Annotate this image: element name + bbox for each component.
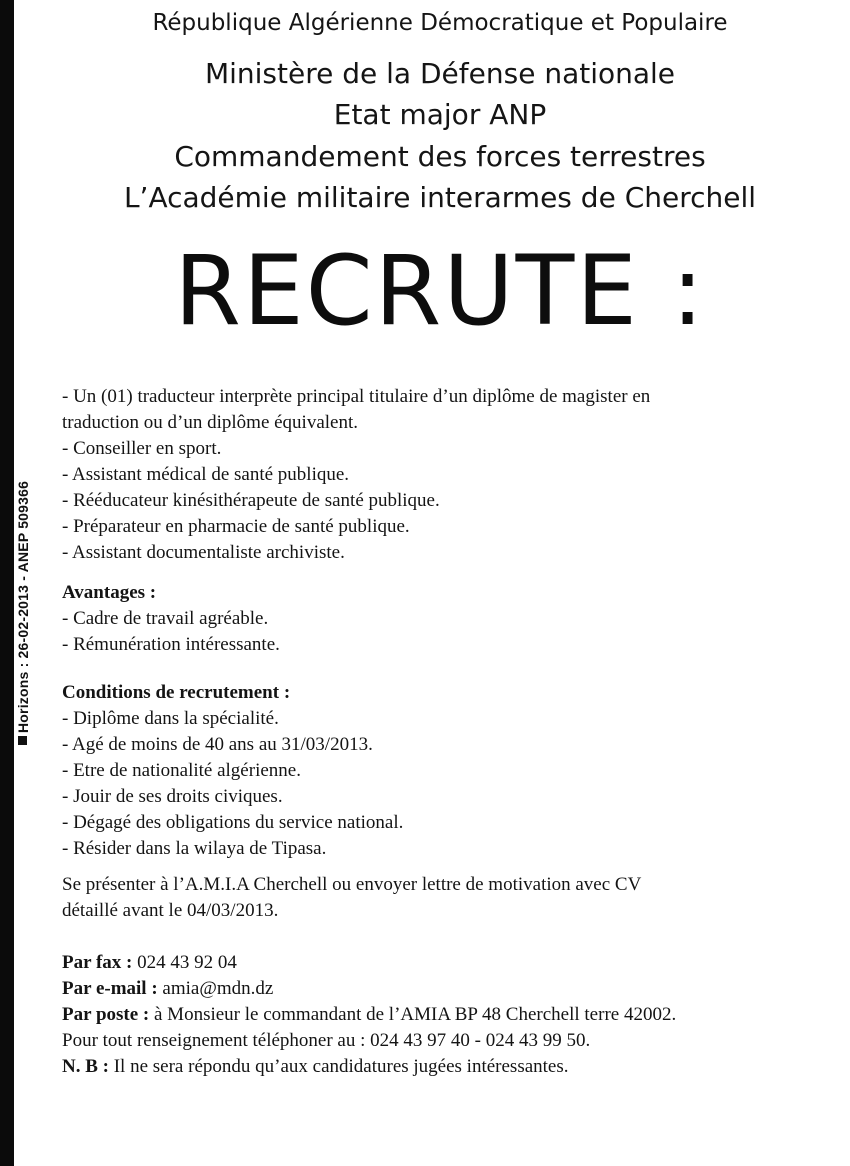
list-item: - Conseiller en sport. (62, 438, 222, 459)
email-label: Par e-mail : (62, 978, 158, 999)
phone-line: Pour tout renseignement téléphoner au : 024 43 97 40 - 024 43 99 50. (62, 1030, 591, 1051)
fax-line (62, 950, 832, 976)
list-item: traduction ou d’un diplôme équivalent. (62, 412, 359, 433)
email-value: amia@mdn.dz (162, 978, 274, 999)
instruction-line: détaillé avant le 04/03/2013. (62, 900, 279, 921)
post-value: à Monsieur le commandant de l’AMIA BP 48 Cherchell terre 42002. (154, 1004, 677, 1025)
list-item: - Cadre de travail agréable. (62, 608, 269, 629)
list-item: - Préparateur en pharmacie de santé publique. (62, 516, 410, 537)
post-line (62, 1002, 832, 1028)
list-item: - Dégagé des obligations du service national. (62, 812, 404, 833)
header-academy: L’Académie militaire interarmes de Cherchell (123, 181, 757, 214)
email-line (62, 976, 832, 1002)
instruction-line: Se présenter à l’A.M.I.A Cherchell ou envoyer lettre de motivation avec CV (62, 874, 642, 895)
publication-stamp-text: Horizons : 26-02-2013 - ANEP 509366 (15, 480, 31, 733)
nb-label: N. B : (62, 1056, 109, 1077)
advantages-heading: Avantages : (62, 582, 157, 603)
page-title: RECRUTE : (174, 235, 706, 347)
post-label: Par poste : (62, 1004, 150, 1025)
fax-label: Par fax : (62, 952, 133, 973)
header-republic: République Algérienne Démocratique et Populaire (152, 10, 728, 36)
left-margin-bar (0, 0, 14, 1166)
list-item: - Un (01) traducteur interprète principal titulaire d’un diplôme de magister en (62, 386, 651, 407)
list-item: - Diplôme dans la spécialité. (62, 708, 279, 729)
square-bullet-icon (18, 736, 27, 745)
advantages-section (62, 580, 832, 658)
list-item: - Rééducateur kinésithérapeute de santé publique. (62, 490, 440, 511)
nb-line (62, 1054, 832, 1080)
publication-stamp (15, 481, 31, 745)
list-item: - Agé de moins de 40 ans au 31/03/2013. (62, 734, 373, 755)
contact-section (62, 950, 832, 1080)
conditions-section (62, 680, 832, 862)
application-instructions (62, 872, 832, 924)
list-item: - Assistant médical de santé publique. (62, 464, 350, 485)
list-item: - Assistant documentaliste archiviste. (62, 542, 345, 563)
header-etat-major: Etat major ANP (333, 98, 547, 131)
list-item: - Rémunération intéressante. (62, 634, 280, 655)
list-item: - Jouir de ses droits civiques. (62, 786, 283, 807)
list-item: - Etre de nationalité algérienne. (62, 760, 301, 781)
nb-text: Il ne sera répondu qu’aux candidatures jugées intéressantes. (113, 1056, 569, 1077)
fax-value: 024 43 92 04 (137, 952, 237, 973)
header-command: Commandement des forces terrestres (174, 140, 706, 173)
header-ministry: Ministère de la Défense nationale (204, 57, 676, 90)
list-item: - Résider dans la wilaya de Tipasa. (62, 838, 327, 859)
conditions-heading: Conditions de recrutement : (62, 682, 291, 703)
positions-list (62, 384, 832, 566)
